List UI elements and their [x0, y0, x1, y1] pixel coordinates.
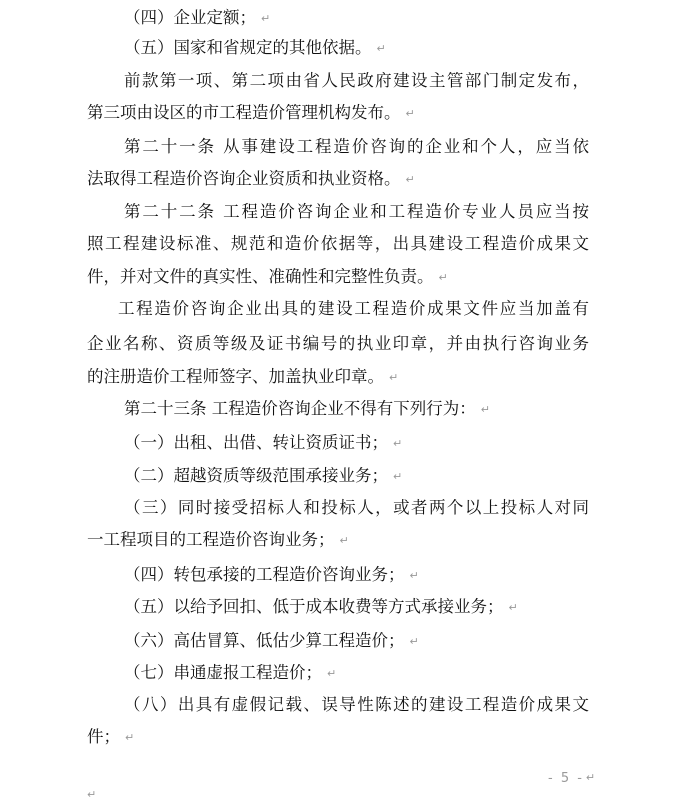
line-text: （二）超越资质等级范围承接业务；	[124, 466, 388, 485]
line-text: （四）企业定额；	[124, 8, 256, 27]
line-text: 第三项由设区的市工程造价管理机构发布。	[87, 103, 401, 122]
paragraph-mark-icon: ↵	[480, 403, 490, 416]
text-line-18	[124, 564, 419, 587]
paragraph-mark-icon: ↵	[438, 271, 448, 284]
paragraph-mark-icon: ↵	[405, 173, 415, 186]
text-line-9	[87, 266, 448, 289]
line-text: （五）以给予回扣、低于成本收费等方式承接业务；	[124, 597, 504, 616]
text-line-10	[118, 298, 589, 320]
text-line-13	[124, 398, 490, 421]
line-text: 工程造价咨询企业出具的建设工程造价成果文件应当加盖有	[118, 299, 589, 318]
text-line-8	[87, 233, 589, 255]
paragraph-mark-icon: ↵	[87, 788, 97, 801]
text-line-16	[124, 497, 589, 519]
line-text: 件；	[87, 727, 120, 746]
text-line-2	[124, 37, 386, 60]
text-line-22	[124, 694, 589, 716]
text-line-1	[124, 7, 270, 30]
text-line-3	[124, 70, 589, 92]
text-line-5	[124, 136, 589, 158]
line-text: 一工程项目的工程造价咨询业务；	[87, 530, 335, 549]
page-number	[548, 771, 597, 786]
line-text: （三）同时接受招标人和投标人，或者两个以上投标人对同	[124, 498, 589, 517]
paragraph-mark-icon: ↵	[393, 470, 403, 483]
text-line-15	[124, 465, 402, 488]
text-line-14	[124, 432, 402, 455]
text-line-19	[124, 596, 518, 619]
line-text: 第二十二条 工程造价咨询企业和工程造价专业人员应当按	[124, 202, 589, 221]
line-text: （七）串通虚报工程造价；	[124, 663, 322, 682]
text-line-6	[87, 168, 415, 191]
paragraph-mark-icon: ↵	[125, 731, 135, 744]
line-text: 第二十一条 从事建设工程造价咨询的企业和个人，应当依	[124, 137, 589, 156]
paragraph-mark-icon: ↵	[405, 107, 415, 120]
line-text: 的注册造价工程师签字、加盖执业印章。	[87, 367, 384, 386]
paragraph-mark-icon: ↵	[393, 437, 403, 450]
line-text: （八）出具有虚假记载、误导性陈述的建设工程造价成果文	[124, 695, 589, 714]
line-text: 第二十三条 工程造价咨询企业不得有下列行为：	[124, 399, 476, 418]
line-text: 前款第一项、第二项由省人民政府建设主管部门制定发布，	[124, 71, 589, 90]
page-number-text: - 5 -	[548, 771, 584, 786]
text-line-17	[87, 529, 349, 552]
paragraph-mark-icon: ↵	[327, 667, 337, 680]
paragraph-mark-icon: ↵	[585, 771, 598, 784]
line-text: （四）转包承接的工程造价咨询业务；	[124, 565, 405, 584]
line-text: （六）高估冒算、低估少算工程造价；	[124, 631, 405, 650]
line-text: 件，并对文件的真实性、准确性和完整性负责。	[87, 267, 434, 286]
text-line-23	[87, 726, 134, 749]
paragraph-mark-icon: ↵	[508, 601, 518, 614]
text-line-7	[124, 201, 589, 223]
line-text: （五）国家和省规定的其他依据。	[124, 38, 372, 57]
paragraph-mark-icon: ↵	[409, 569, 419, 582]
line-text: 企业名称、资质等级及证书编号的执业印章，并由执行咨询业务	[87, 334, 589, 353]
line-text: 法取得工程造价咨询企业资质和执业资格。	[87, 169, 401, 188]
text-line-12	[87, 366, 398, 389]
line-text: 照工程建设标准、规范和造价依据等，出具建设工程造价成果文	[87, 234, 589, 253]
text-line-20	[124, 630, 419, 653]
text-line-21	[124, 662, 336, 685]
paragraph-mark-icon: ↵	[261, 12, 271, 25]
text-line-11	[87, 333, 589, 355]
paragraph-mark-icon: ↵	[376, 42, 386, 55]
paragraph-mark-icon: ↵	[389, 371, 399, 384]
line-text: （一）出租、出借、转让资质证书；	[124, 433, 388, 452]
paragraph-mark-icon: ↵	[409, 635, 419, 648]
text-line-4	[87, 102, 415, 125]
paragraph-mark-icon: ↵	[339, 534, 349, 547]
